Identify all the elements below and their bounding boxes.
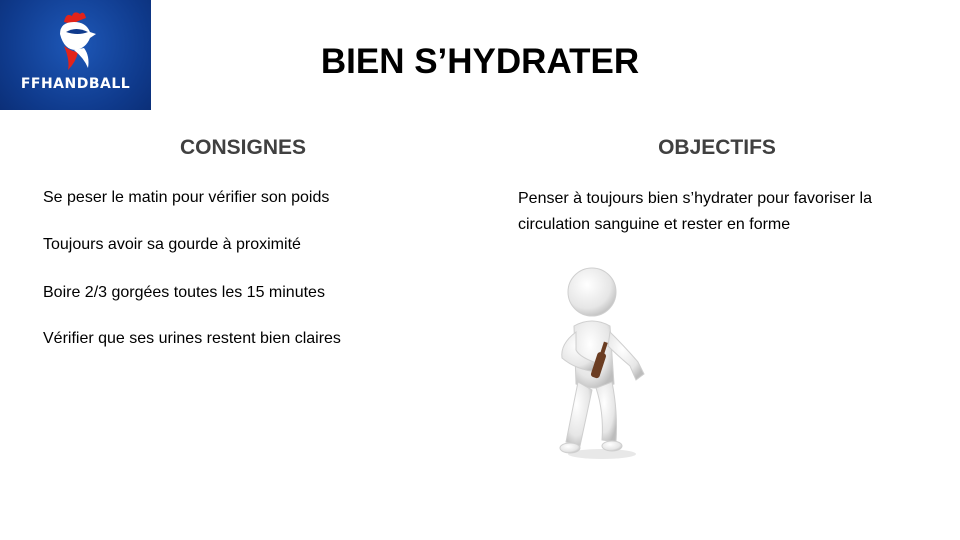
logo-text: FFHANDBALL: [20, 76, 131, 92]
objectifs-text: Penser à toujours bien s’hydrater pour favoriser la circulation sanguine et rester en forme: [518, 190, 872, 233]
consigne-item: Se peser le matin pour vérifier son poids: [43, 189, 330, 206]
ffhandball-logo: [0, 0, 151, 110]
consigne-item: Boire 2/3 gorgées toutes les 15 minutes: [43, 284, 325, 301]
objectifs-heading: OBJECTIFS: [658, 136, 776, 159]
consigne-item: Vérifier que ses urines restent bien claires: [43, 330, 341, 347]
rooster-icon: [50, 8, 102, 74]
consigne-item: Toujours avoir sa gourde à proximité: [43, 236, 301, 253]
page-title: BIEN S’HYDRATER: [320, 42, 640, 81]
figure-drinking-bottle-icon: [540, 262, 660, 467]
consignes-heading: CONSIGNES: [179, 136, 307, 159]
